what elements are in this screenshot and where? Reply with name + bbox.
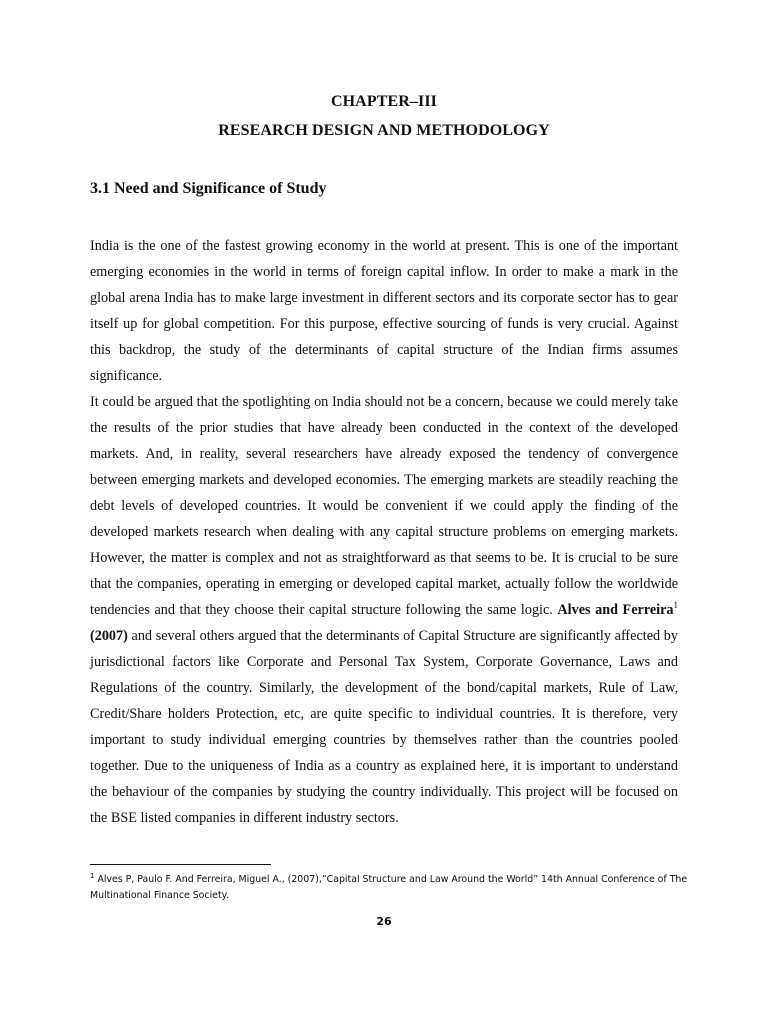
footnote-mark: 1: [90, 872, 95, 880]
footnote-text: Alves P, Paulo F. And Ferreira, Miguel A., (2007),”Capital Structure and Law Around the World” 14th Annual Conference of The Multinational Finance Society.: [90, 874, 688, 901]
chapter-number: CHAPTER–III: [330, 93, 437, 110]
page-number: 26: [376, 915, 392, 928]
footnote-divider: [90, 864, 271, 865]
citation-year: (2007): [90, 628, 128, 644]
citation-authors: Alves and Ferreira: [557, 602, 674, 618]
chapter-title: RESEARCH DESIGN AND METHODOLOGY: [218, 122, 550, 139]
paragraph-2-end: and several others argued that the determinants of Capital Structure are significantly affected by jurisdictional factors like Corporate and Personal Tax System, Corporate Governance, Laws and Regulations of the country. Similarly, the development of the bond/capital markets, Rule of Law, Credit/Share holders Protection, etc, are quite specific to individual countries. It is therefore, very important to study individual emerging countries by themselves rather than the countries pooled together. Due to the uniqueness of India as a country as explained here, it is important to understand the behaviour of the companies by studying the country individually. This project will be focused on the BSE listed companies in different industry sectors.: [90, 628, 678, 826]
paragraph-2: [90, 389, 678, 831]
body-text: [90, 233, 678, 831]
section-heading: 3.1 Need and Significance of Study: [90, 180, 327, 197]
footnote-reference[interactable]: 1: [673, 600, 678, 610]
paragraph-1: India is the one of the fastest growing economy in the world at present. This is one of the important emerging economies in the world in terms of foreign capital inflow. In order to make a mark in the global arena India has to make large investment in different sectors and its corporate sector has to gear itself up for global competition. For this purpose, effective sourcing of funds is very crucial. Against this backdrop, the study of the determinants of capital structure of the Indian firms assumes significance.: [90, 238, 678, 384]
paragraph-2-start: It could be argued that the spotlighting on India should not be a concern, because we could merely take the results of the prior studies that have already been conducted in the context of the developed markets. And, in reality, several researchers have already exposed the tendency of convergence between emerging markets and developed economies. The emerging markets are steadily reaching the debt levels of developed countries. It would be convenient if we could apply the finding of the developed markets research when dealing with any capital structure problems on emerging markets. However, the matter is complex and not as straightforward as that seems to be. It is crucial to be sure that the companies, operating in emerging or developed capital market, actually follow the worldwide tendencies and that they choose their capital structure following the same logic.: [90, 394, 678, 618]
footnote: [90, 872, 690, 904]
